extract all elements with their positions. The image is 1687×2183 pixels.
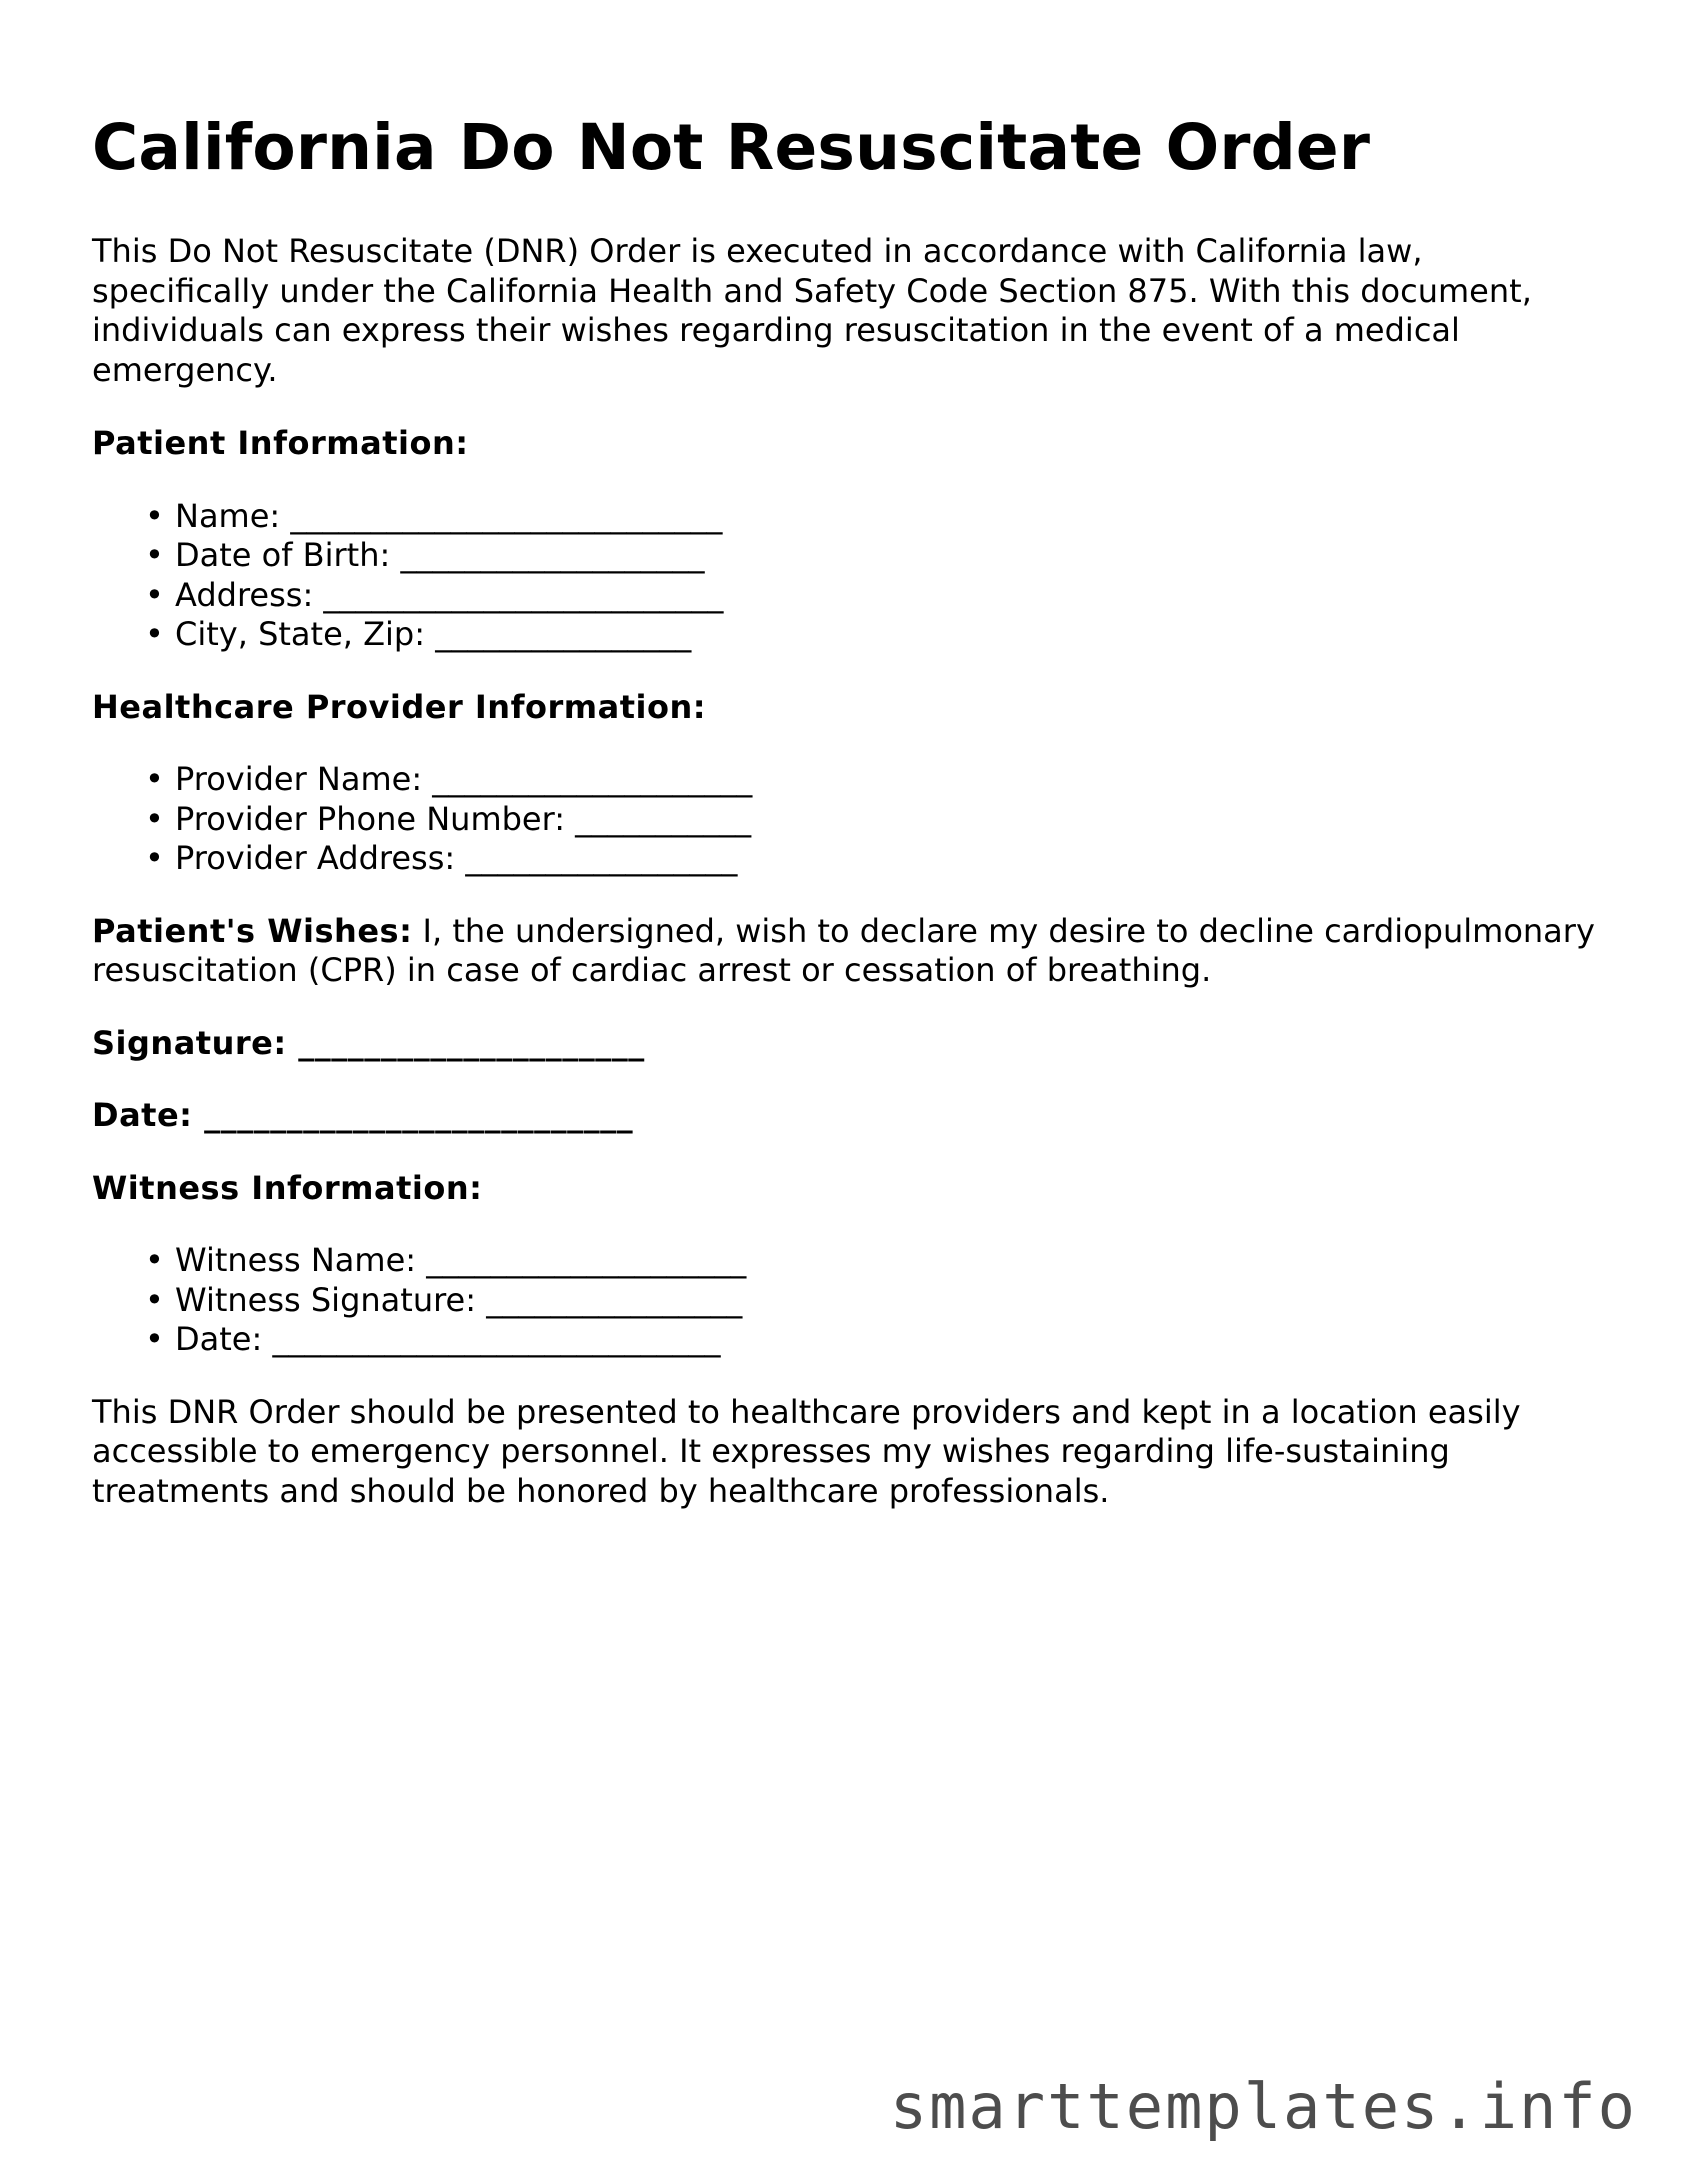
patient-info-list xyxy=(92,497,1602,655)
bullet-icon: • xyxy=(145,536,164,575)
list-item xyxy=(145,1241,1602,1281)
bullet-icon: • xyxy=(145,799,164,838)
patient-dob-field: Date of Birth: ___________________ xyxy=(175,536,705,575)
patient-info-heading: Patient Information: xyxy=(92,424,469,463)
bullet-icon: • xyxy=(145,760,164,799)
document-page xyxy=(92,112,1602,1511)
witness-date-field: Date: ____________________________ xyxy=(175,1320,721,1359)
list-item xyxy=(145,1320,1602,1360)
provider-phone-field: Provider Phone Number: ___________ xyxy=(175,799,752,838)
bullet-icon: • xyxy=(145,1280,164,1319)
witness-info-heading: Witness Information: xyxy=(92,1168,483,1207)
bullet-icon: • xyxy=(145,496,164,535)
closing-paragraph: This DNR Order should be presented to healthcare providers and kept in a location easily accessible to emergency personnel. It expresses my wishes regarding life-sustaining treatments and should be honored by healthcare professionals. xyxy=(92,1392,1521,1510)
patient-wishes-label: Patient's Wishes: xyxy=(92,911,413,950)
list-item xyxy=(145,1280,1602,1321)
list-item xyxy=(145,615,1602,655)
bullet-icon: • xyxy=(145,1320,164,1359)
list-item xyxy=(145,575,1602,616)
provider-address-field: Provider Address: _________________ xyxy=(175,839,738,878)
provider-info-heading: Healthcare Provider Information: xyxy=(92,687,707,726)
patient-wishes-paragraph xyxy=(92,912,1602,991)
patient-name-field: Name: ___________________________ xyxy=(175,496,723,535)
witness-signature-field: Witness Signature: ________________ xyxy=(175,1280,743,1319)
page-title: California Do Not Resuscitate Order xyxy=(92,111,1371,184)
provider-info-list xyxy=(92,760,1602,879)
list-item xyxy=(145,839,1602,879)
list-item xyxy=(145,536,1602,576)
list-item xyxy=(145,760,1602,800)
witness-info-list xyxy=(92,1241,1602,1360)
provider-name-field: Provider Name: ____________________ xyxy=(175,760,753,799)
watermark: smarttemplates.info xyxy=(889,2070,1637,2143)
intro-paragraph: This Do Not Resuscitate (DNR) Order is executed in accordance with California law, specifically under the California Health and Safety Code Section 875. With this document, individuals can express their wishes regarding resuscitation in the event of a medical emergency. xyxy=(92,232,1532,389)
witness-name-field: Witness Name: ____________________ xyxy=(175,1241,747,1280)
bullet-icon: • xyxy=(145,839,164,878)
list-item xyxy=(145,496,1602,537)
patient-address-field: Address: _________________________ xyxy=(175,575,724,614)
signature-field: Signature: _____________________ xyxy=(92,1023,645,1062)
patient-city-field: City, State, Zip: ________________ xyxy=(175,615,692,654)
bullet-icon: • xyxy=(145,615,164,654)
patient-wishes-text: I, the undersigned, wish to declare my desire to decline cardiopulmonary resuscitation (CPR) in case of cardiac arrest or cessation of breathing. xyxy=(92,911,1595,990)
bullet-icon: • xyxy=(145,1241,164,1280)
bullet-icon: • xyxy=(145,575,164,614)
date-field: Date: __________________________ xyxy=(92,1096,634,1135)
list-item xyxy=(145,799,1602,840)
